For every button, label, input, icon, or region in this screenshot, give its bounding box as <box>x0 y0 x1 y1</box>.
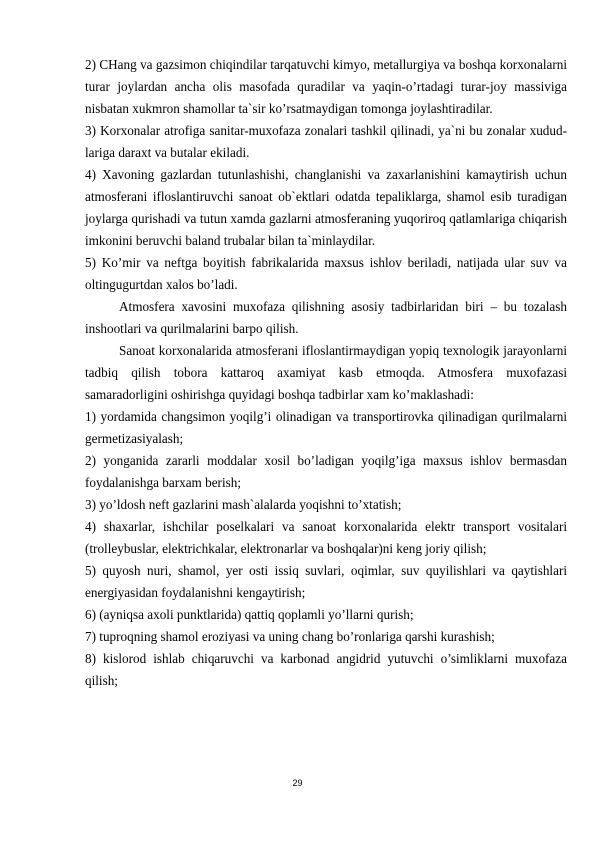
document-body <box>85 54 567 692</box>
list-item-7: 7) tuproqning shamol eroziyasi va uning chang bo’ronlariga qarshi kurashish; <box>85 629 495 644</box>
paragraph-air-protection: Atmosfera xavosini muxofaza qilishning asosiy tadbirlaridan biri – bu tozalash inshootlari va qurilmalarini barpo qilish. <box>85 299 567 336</box>
list-item-3: 3) yo’ldosh neft gazlarini mash`alalarda yoqishni to’xtatish; <box>85 497 402 512</box>
paragraph-item-5: 5) Ko’mir va neftga boyitish fabrikalarida maxsus ishlov beriladi, natijada ular suv va oltingugurtdan xalos bo’ladi. <box>85 255 567 292</box>
list-item-1: 1) yordamida changsimon yoqilg’i olinadigan va transportirovka qilinadigan qurilmalarni germetizasiyalash; <box>85 409 567 446</box>
list-item-6: 6) (ayniqsa axoli punktlarida) qattiq qoplamli yo’llarni qurish; <box>85 607 414 622</box>
list-item-8: 8) kislorod ishlab chiqaruvchi va karbonad angidrid yutuvchi o’simliklarni muxofaza qilish; <box>85 651 567 688</box>
list-item-5: 5) quyosh nuri, shamol, yer osti issiq suvlari, oqimlar, suv quyilishlari va qaytishlari energiyasidan foydalanishni kengaytirish; <box>85 563 567 600</box>
paragraph-item-3: 3) Korxonalar atrofiga sanitar-muxofaza zonalari tashkil qilinadi, ya`ni bu zonalar xududlariga daraxt va butalar ekiladi. <box>85 123 567 160</box>
page-number: 29 <box>292 778 303 788</box>
paragraph-item-4: 4) Xavoning gazlardan tutunlashishi, changlanishi va zaxarlanishini kamaytirish uchun atmosferani ifloslantiruvchi sanoat ob`ektlari odatda tepaliklarga, shamol esib turadigan joylarga qurishadi va tutun xamda gazlarni atmosferaning yuqoriroq qatlamlariga chiqarish imkonini beruvchi baland trubalar bilan ta`minlaydilar. <box>85 167 567 248</box>
paragraph-closed-technology: Sanoat korxonalarida atmosferani ifloslantirmaydigan yopiq texnologik jarayonlarni tadbiq qilish tobora kattaroq axamiyat kasb etmoqda. Atmosfera muxofazasi samaradorligini oshirishga quyidagi boshqa tadbirlar xam ko’maklashadi: <box>85 343 567 402</box>
paragraph-item-2: 2) CHang va gazsimon chiqindilar tarqatuvchi kimyo, metallurgiya va boshqa korxonalarni turar joylardan ancha olis masofada quradilar va yaqin-o’rtadagi turar-joy massiviga nisbatan xukmron shamollar ta`sir ko’rsatmaydigan tomonga joylashtiradilar. <box>85 57 567 116</box>
list-item-2: 2) yonganida zararli moddalar xosil bo’ladigan yoqilg’iga maxsus ishlov bermasdan foydalanishga barxam berish; <box>85 453 567 490</box>
list-item-4: 4) shaxarlar, ishchilar poselkalari va sanoat korxonalarida elektr transport vositalari (trolleybuslar, elektrichkalar, elektronarlar va boshqalar)ni keng joriy qilish; <box>85 519 567 556</box>
